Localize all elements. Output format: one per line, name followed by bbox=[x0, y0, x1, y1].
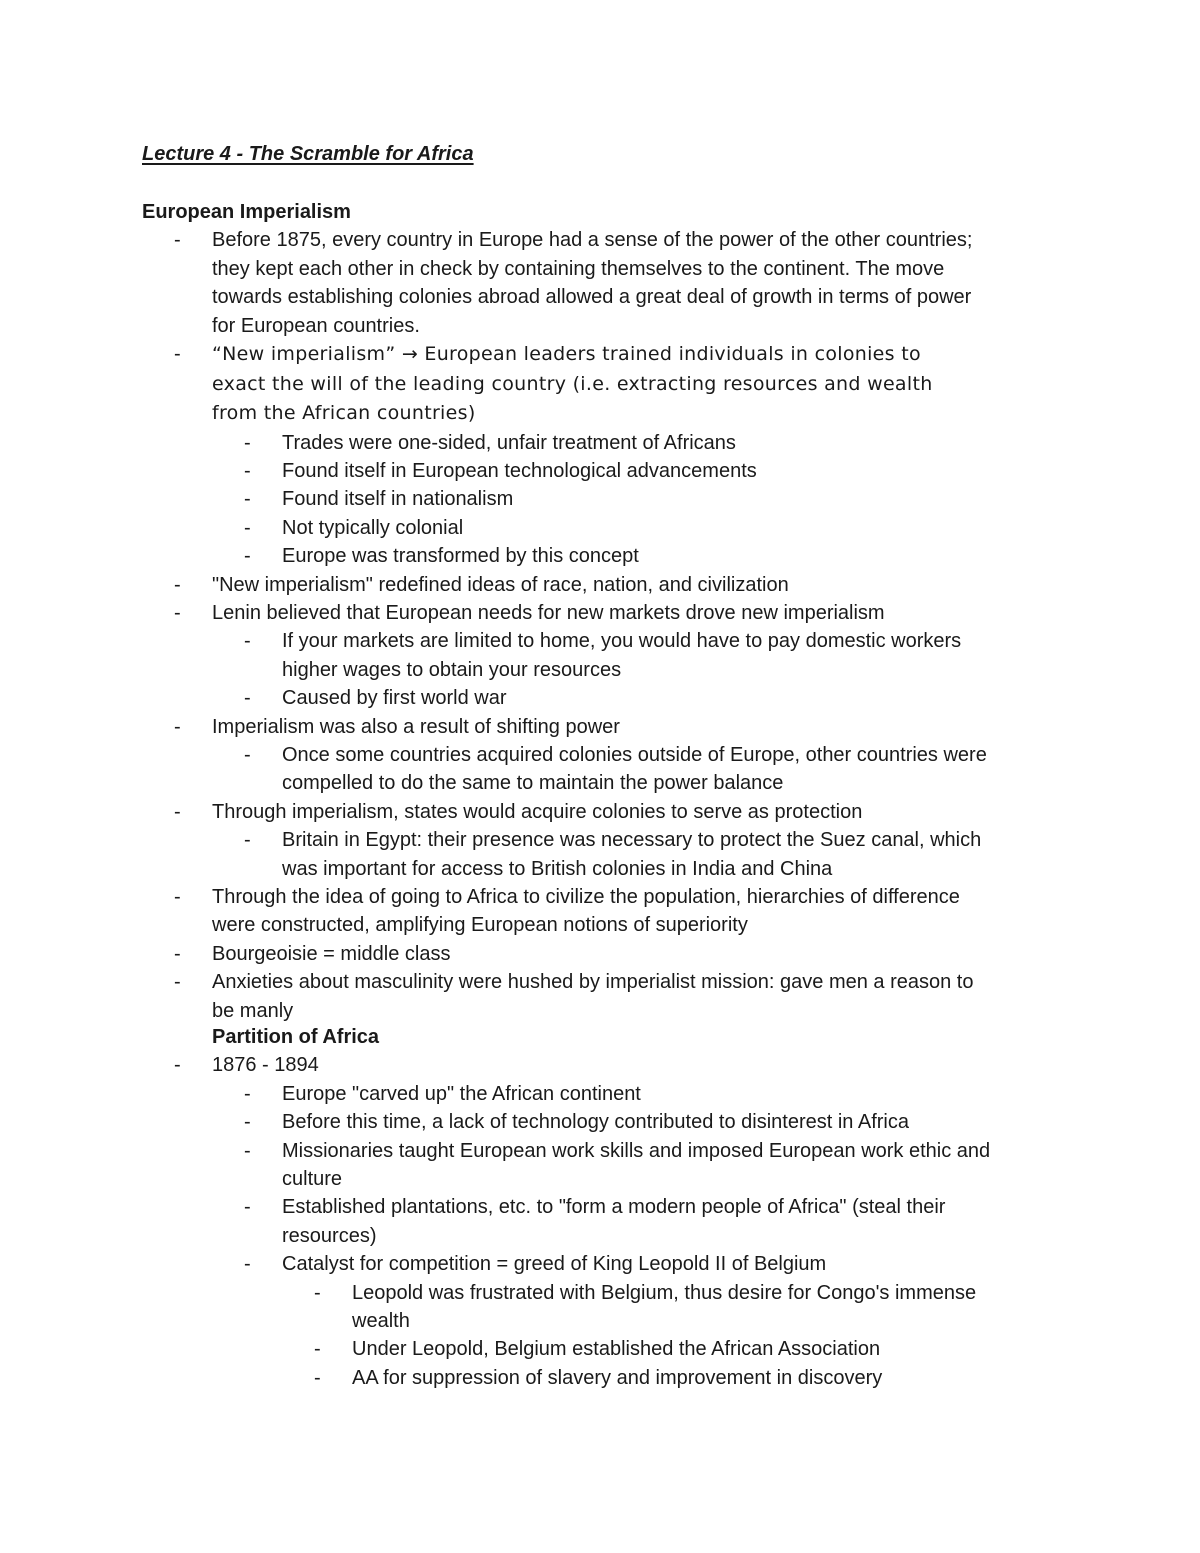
section-heading: European Imperialism bbox=[142, 201, 351, 223]
bullet-text: Lenin believed that European needs for new markets drove new imperialism bbox=[212, 601, 885, 624]
bullet-dash: - bbox=[174, 885, 181, 908]
bullet-dash: - bbox=[244, 431, 251, 454]
bullet-text: Under Leopold, Belgium established the African Association bbox=[352, 1338, 881, 1361]
bullet-text: Anxieties about masculinity were hushed by imperialist mission: gave men a reason to bbox=[212, 971, 974, 994]
bullet-text: Before 1875, every country in Europe had a sense of the power of the other countries; bbox=[212, 229, 973, 252]
bullet-text: Not typically colonial bbox=[282, 516, 464, 539]
bullet-dash: - bbox=[174, 715, 181, 738]
bullet-text: wealth bbox=[352, 1310, 410, 1332]
page-title: Lecture 4 - The Scramble for Africa bbox=[142, 143, 474, 165]
bullet-text: “New imperialism” → European leaders trained individuals in colonies to bbox=[212, 343, 921, 365]
bullet-dash: - bbox=[174, 1054, 181, 1077]
bullet-text: compelled to do the same to maintain the power balance bbox=[282, 772, 784, 795]
bullet-dash: - bbox=[244, 630, 251, 653]
bullet-dash: - bbox=[244, 1253, 251, 1276]
bullet-dash: - bbox=[244, 488, 251, 511]
bullet-dash: - bbox=[244, 687, 251, 710]
bullet-text: If your markets are limited to home, you would have to pay domestic workers bbox=[282, 630, 962, 653]
bullet-text: Before this time, a lack of technology contributed to disinterest in Africa bbox=[282, 1111, 909, 1134]
bullet-text: Catalyst for competition = greed of King Leopold II of Belgium bbox=[282, 1253, 827, 1276]
bullet-dash: - bbox=[244, 516, 251, 539]
bullet-text: Found itself in European technological advancements bbox=[282, 459, 757, 482]
bullet-text: culture bbox=[282, 1168, 343, 1190]
bullet-text: be manly bbox=[212, 999, 294, 1022]
bullet-text: were constructed, amplifying European notions of superiority bbox=[212, 914, 748, 937]
bullet-text: towards establishing colonies abroad allowed a great deal of growth in terms of power bbox=[212, 286, 972, 309]
bullet-dash: - bbox=[174, 971, 181, 994]
bullet-text: for European countries. bbox=[212, 314, 420, 337]
bullet-text: Through imperialism, states would acquire colonies to serve as protection bbox=[212, 800, 863, 823]
bullet-dash: - bbox=[174, 573, 181, 596]
bullet-text: Through the idea of going to Africa to civilize the population, hierarchies of difference bbox=[212, 885, 960, 908]
bullet-dash: - bbox=[244, 1196, 251, 1219]
bullet-dash: - bbox=[174, 800, 181, 823]
bullet-dash: - bbox=[314, 1366, 321, 1389]
bullet-text: Caused by first world war bbox=[282, 687, 507, 710]
bullet-text: from the African countries) bbox=[212, 402, 476, 424]
bullet-dash: - bbox=[244, 1111, 251, 1134]
bullet-text: Missionaries taught European work skills and imposed European work ethic and bbox=[282, 1139, 991, 1162]
bullet-dash: - bbox=[244, 1082, 251, 1105]
bullet-text: Found itself in nationalism bbox=[282, 488, 514, 511]
bullet-text: they kept each other in check by containing themselves to the continent. The move bbox=[212, 257, 945, 280]
bullet-text: 1876 - 1894 bbox=[212, 1054, 319, 1077]
bullet-text: Imperialism was also a result of shifting power bbox=[212, 715, 620, 738]
bullet-dash: - bbox=[174, 343, 181, 365]
bullet-dash: - bbox=[244, 545, 251, 568]
bullet-text: Europe was transformed by this concept bbox=[282, 545, 639, 568]
bullet-text: Britain in Egypt: their presence was necessary to protect the Suez canal, which bbox=[282, 829, 982, 852]
section-heading: Partition of Africa bbox=[212, 1026, 380, 1048]
bullet-text: higher wages to obtain your resources bbox=[282, 658, 622, 681]
bullet-text: AA for suppression of slavery and improvement in discovery bbox=[352, 1366, 883, 1389]
bullet-dash: - bbox=[174, 942, 181, 965]
bullet-dash: - bbox=[244, 459, 251, 482]
bullet-dash: - bbox=[314, 1338, 321, 1361]
bullet-text: was important for access to British colonies in India and China bbox=[282, 857, 833, 880]
bullet-dash: - bbox=[174, 229, 181, 252]
bullet-text: Leopold was frustrated with Belgium, thus desire for Congo's immense bbox=[352, 1281, 977, 1304]
bullet-text: Europe "carved up" the African continent bbox=[282, 1082, 641, 1105]
bullet-dash: - bbox=[244, 1139, 251, 1162]
bullet-text: Established plantations, etc. to "form a modern people of Africa" (steal their bbox=[282, 1196, 946, 1219]
bullet-text: Trades were one-sided, unfair treatment of Africans bbox=[282, 431, 736, 454]
bullet-dash: - bbox=[244, 829, 251, 852]
bullet-dash: - bbox=[314, 1281, 321, 1304]
bullet-text: resources) bbox=[282, 1224, 377, 1247]
bullet-dash: - bbox=[244, 743, 251, 766]
bullet-text: Bourgeoisie = middle class bbox=[212, 942, 451, 965]
bullet-text: "New imperialism" redefined ideas of race, nation, and civilization bbox=[212, 573, 789, 596]
bullet-text: Once some countries acquired colonies outside of Europe, other countries were bbox=[282, 743, 987, 766]
bullet-text: exact the will of the leading country (i.e. extracting resources and wealth bbox=[212, 372, 933, 395]
bullet-dash: - bbox=[174, 601, 181, 624]
